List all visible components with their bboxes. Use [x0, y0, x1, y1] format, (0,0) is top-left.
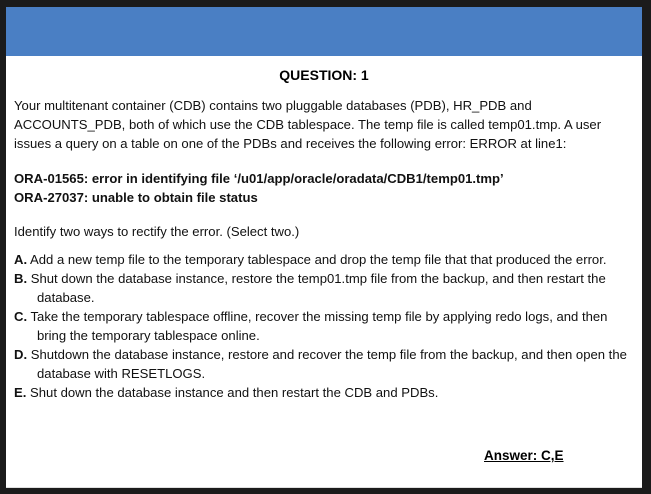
question-slide [6, 7, 642, 488]
error-messages [14, 169, 634, 207]
header-band [6, 7, 642, 56]
option-e-text: Shut down the database instance and then restart the CDB and PDBs. [30, 385, 439, 400]
option-e [14, 383, 634, 402]
option-b [14, 269, 634, 307]
answer-key: Answer: C,E [484, 448, 564, 463]
option-a [14, 250, 634, 269]
question-instruction: Identify two ways to rectify the error. (Select two.) [14, 224, 300, 239]
error-line-2: ORA-27037: unable to obtain file status [14, 190, 258, 205]
option-c-text: Take the temporary tablespace offline, recover the missing temp file by applying redo logs, and then bring the temporary tablespace online. [30, 309, 608, 343]
question-title: QUESTION: 1 [279, 67, 369, 83]
question-stem: Your multitenant container (CDB) contains two pluggable databases (PDB), HR_PDB and ACCOUNTS_PDB, both of which use the CDB tablespace. The temp file is called temp01.tmp. A user issues a query on a table on one of the PDBs and receives the following error: ERROR at line1: [14, 98, 602, 151]
option-c-letter: C. [14, 309, 28, 324]
option-d-letter: D. [14, 347, 28, 362]
option-d-text: Shutdown the database instance, restore and recover the temp file from the backup, and then open the database with RESETLOGS. [30, 347, 627, 381]
question-body [14, 96, 634, 402]
option-b-text: Shut down the database instance, restore the temp01.tmp file from the backup, and then restart the database. [30, 271, 606, 305]
option-a-letter: A. [14, 252, 28, 267]
option-c [14, 307, 634, 345]
option-d [14, 345, 634, 383]
option-b-letter: B. [14, 271, 28, 286]
answer-options [14, 250, 634, 402]
option-e-letter: E. [14, 385, 27, 400]
option-a-text: Add a new temp file to the temporary tablespace and drop the temp file that that produced the error. [30, 252, 607, 267]
error-line-1: ORA-01565: error in identifying file ‘/u01/app/oracle/oradata/CDB1/temp01.tmp’ [14, 171, 504, 186]
